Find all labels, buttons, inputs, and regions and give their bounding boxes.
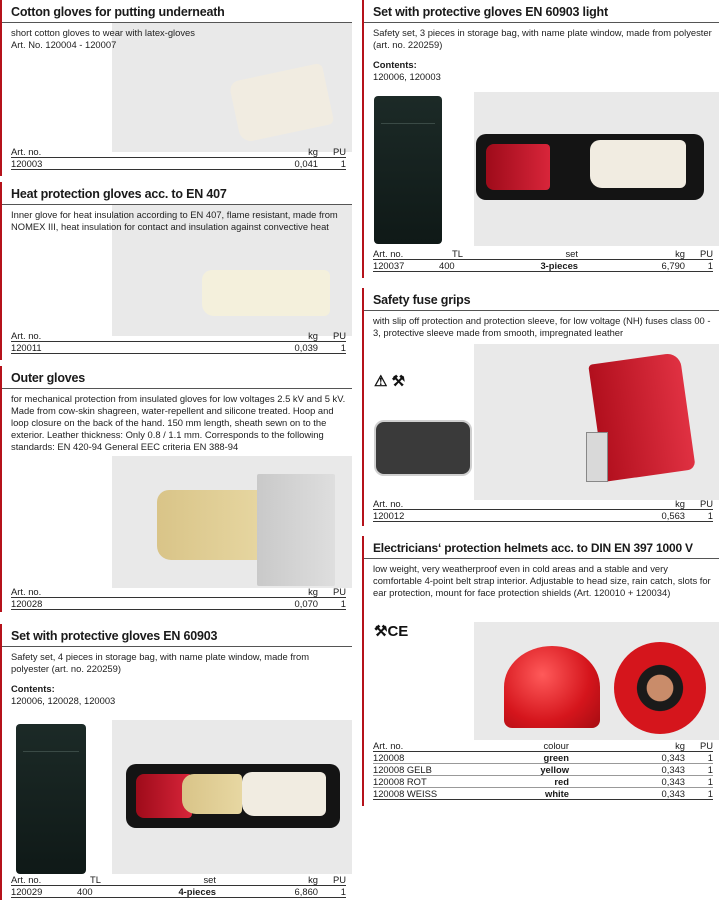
col-kg: kg — [308, 330, 318, 341]
cell-pu: 1 — [707, 776, 713, 787]
article-table — [373, 740, 713, 800]
cell-kg: 6,790 — [661, 260, 685, 271]
section-outer-gloves — [0, 366, 352, 612]
section-title: Set with protective gloves EN 60903 light — [364, 0, 719, 23]
cell-art: 120008 WEISS — [373, 788, 438, 799]
table-row — [373, 764, 713, 776]
col-art-no: Art. no. — [11, 586, 42, 597]
article-table — [11, 330, 346, 354]
cell-art: 120028 — [11, 598, 43, 609]
article-table — [11, 586, 346, 610]
table-row — [373, 510, 713, 522]
col-pu: PU — [332, 586, 346, 597]
cell-kg: 0,343 — [661, 764, 685, 775]
col-kg: kg — [675, 498, 685, 509]
table-header — [373, 248, 713, 260]
cell-kg: 0,070 — [294, 598, 318, 609]
cell-kg: 0,343 — [661, 752, 685, 763]
outer-glove-cuff — [257, 474, 335, 586]
cell-pu: 1 — [340, 598, 346, 609]
section-title: Cotton gloves for putting underneath — [2, 0, 352, 23]
section-heat-gloves — [0, 182, 352, 360]
col-set: set — [565, 248, 578, 259]
cell-kg: 0,343 — [661, 776, 685, 787]
section-description: Safety set, 4 pieces in storage bag, with name plate window, made from polyester (art. no. 220259) — [11, 651, 310, 674]
table-row — [373, 752, 713, 764]
cell-colour: white — [545, 788, 569, 799]
contents-list: 120006, 120028, 120003 — [11, 695, 116, 706]
contents-label: Contents: — [373, 59, 417, 70]
col-art-no: Art. no. — [11, 146, 42, 157]
section-description: for mechanical protection from insulated gloves for low voltages 2.5 kV and 5 kV. Made from cow-skin shagreen, water-repellent and silicone treated. Hoop and loop closure on the back of the hand. 150 mm length, sheath sewn on to the exterior. Leather thickness: Only 0.8 / 1.1 mm. Corresponds to the following standards: EN 420-94 General EEC criteria EN 388-94 — [11, 393, 346, 452]
col-set: set — [203, 874, 216, 885]
cell-tl: 400 — [439, 260, 455, 271]
col-pu: PU — [699, 248, 713, 259]
col-kg: kg — [675, 740, 685, 751]
article-table — [373, 248, 713, 272]
cell-tl: 400 — [77, 886, 93, 897]
warning-tool-symbols: ⚠ ⚒ — [374, 373, 406, 390]
contents-list: 120006, 120003 — [373, 71, 441, 82]
helmet-side-image — [504, 646, 600, 728]
section-cotton-gloves — [0, 0, 352, 176]
col-pu: PU — [699, 498, 713, 509]
section-helmets — [362, 536, 719, 806]
table-header — [11, 586, 346, 598]
cell-colour: yellow — [540, 764, 569, 775]
cell-pu: 1 — [707, 752, 713, 763]
cell-art: 120008 GELB — [373, 764, 432, 775]
cell-set: 4-pieces — [178, 886, 216, 897]
table-row — [373, 788, 713, 800]
section-set-60903 — [0, 624, 352, 900]
cell-kg: 0,039 — [294, 342, 318, 353]
cell-art: 120008 ROT — [373, 776, 427, 787]
tan-glove — [182, 774, 242, 814]
section-title: Set with protective gloves EN 60903 — [2, 624, 352, 647]
col-kg: kg — [308, 874, 318, 885]
cell-kg: 0,041 — [294, 158, 318, 169]
contents-label: Contents: — [11, 683, 55, 694]
col-tl: TL — [452, 248, 463, 259]
col-art-no: Art. no. — [373, 740, 404, 751]
ce-symbol: ⚒CE — [374, 623, 409, 640]
section-title: Heat protection gloves acc. to EN 407 — [2, 182, 352, 205]
col-colour: colour — [543, 740, 569, 751]
section-fuse-grips — [362, 288, 719, 526]
table-header — [373, 498, 713, 510]
storage-bag-image — [374, 96, 442, 244]
white-glove — [590, 140, 686, 188]
col-art-no: Art. no. — [11, 874, 42, 885]
table-row — [373, 260, 713, 272]
col-pu: PU — [332, 146, 346, 157]
cell-pu: 1 — [707, 510, 713, 521]
section-description: short cotton gloves to wear with latex-gloves — [11, 27, 195, 38]
cell-kg: 0,563 — [661, 510, 685, 521]
col-kg: kg — [308, 146, 318, 157]
cell-pu: 1 — [707, 788, 713, 799]
cell-pu: 1 — [340, 886, 346, 897]
table-header — [373, 740, 713, 752]
cell-colour: red — [554, 776, 569, 787]
col-pu: PU — [332, 330, 346, 341]
cell-pu: 1 — [340, 158, 346, 169]
cell-set: 3-pieces — [540, 260, 578, 271]
helmet-inside-image — [614, 642, 706, 734]
article-table — [11, 146, 346, 170]
col-art-no: Art. no. — [373, 498, 404, 509]
table-header — [11, 146, 346, 158]
section-title: Safety fuse grips — [364, 288, 719, 311]
section-description: Safety set, 3 pieces in storage bag, with name plate window, made from polyester (art. no. 220259) — [373, 27, 712, 50]
fuse-detail-image — [374, 420, 472, 476]
white-glove — [242, 772, 326, 816]
table-header — [11, 874, 346, 886]
col-kg: kg — [675, 248, 685, 259]
col-pu: PU — [699, 740, 713, 751]
storage-bag-image — [16, 724, 86, 874]
red-glove — [486, 144, 550, 190]
fuse-contact-image — [586, 432, 608, 482]
table-row — [11, 158, 346, 170]
section-title: Electricians‘ protection helmets acc. to DIN EN 397 1000 V — [364, 536, 719, 559]
cell-art: 120003 — [11, 158, 43, 169]
heat-glove-image — [202, 270, 330, 316]
cell-art: 120008 — [373, 752, 405, 763]
table-row — [11, 598, 346, 610]
cell-art: 120012 — [373, 510, 405, 521]
outer-glove-image — [157, 490, 267, 560]
article-table — [373, 498, 713, 522]
cell-art: 120011 — [11, 342, 42, 353]
cell-pu: 1 — [707, 260, 713, 271]
table-header — [11, 330, 346, 342]
cell-colour: green — [543, 752, 569, 763]
col-pu: PU — [332, 874, 346, 885]
cell-kg: 6,860 — [294, 886, 318, 897]
table-row — [11, 886, 346, 898]
cell-pu: 1 — [340, 342, 346, 353]
section-title: Outer gloves — [2, 366, 352, 389]
section-description: Inner glove for heat insulation according to EN 407, flame resistant, made from NOMEX III, heat insulation for contact and insulation against convective heat — [11, 209, 338, 232]
col-art-no: Art. no. — [11, 330, 42, 341]
cell-pu: 1 — [707, 764, 713, 775]
col-kg: kg — [308, 586, 318, 597]
cell-art: 120029 — [11, 886, 43, 897]
section-description: with slip off protection and protection sleeve, for low voltage (NH) fuses class 00 - 3, protective sleeve made from smooth, impregnated leather — [373, 315, 711, 338]
article-range: Art. No. 120004 - 120007 — [11, 39, 117, 50]
col-art-no: Art. no. — [373, 248, 404, 259]
section-description: low weight, very weatherproof even in cold areas and a stable and very comfortable 4-point belt strap interior. Adjustable to head size, rain catch, slots for ear protection, mount for face protection shields (Art. 120010 + 120034) — [373, 563, 711, 598]
table-row — [373, 776, 713, 788]
section-set-60903-light — [362, 0, 719, 278]
cell-art: 120037 — [373, 260, 405, 271]
cell-kg: 0,343 — [661, 788, 685, 799]
col-tl: TL — [90, 874, 101, 885]
table-row — [11, 342, 346, 354]
article-table — [11, 874, 346, 898]
